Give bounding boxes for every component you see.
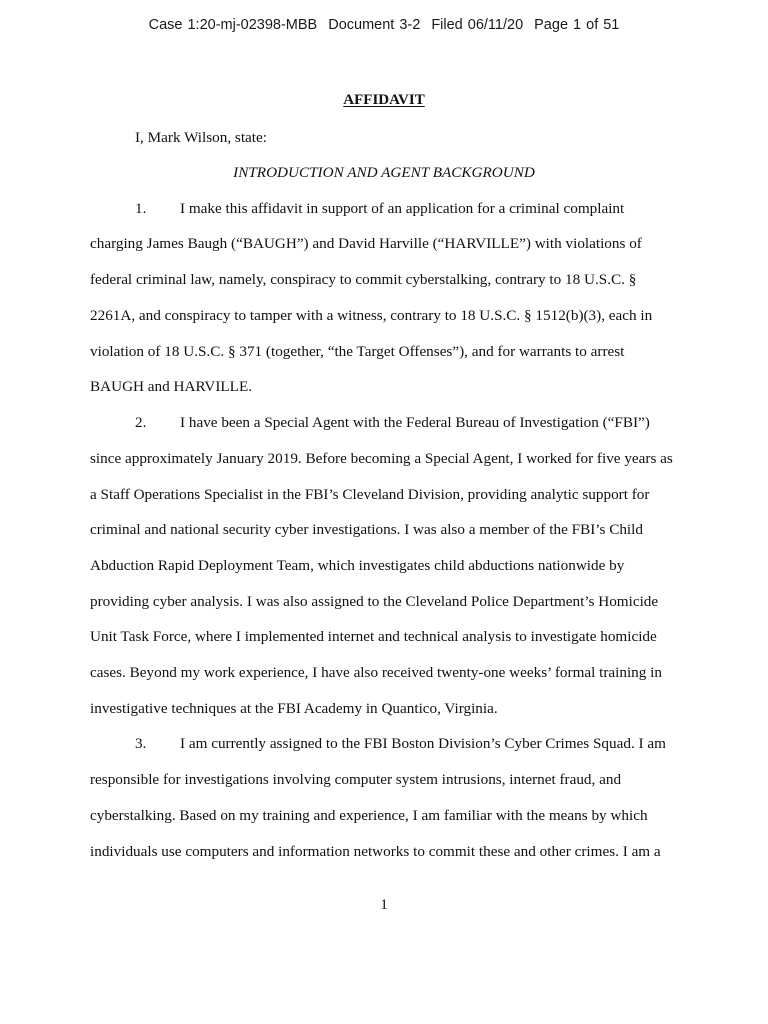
paragraph-line: Abduction Rapid Deployment Team, which investigates child abductions nationwide by (90, 557, 625, 574)
paragraph-line: since approximately January 2019. Before becoming a Special Agent, I worked for five years as (90, 450, 673, 467)
paragraph-line: criminal and national security cyber investigations. I was also a member of the FBI’s Child (90, 521, 643, 538)
paragraph-line: charging James Baugh (“BAUGH”) and David Harville (“HARVILLE”) with violations of (90, 235, 642, 252)
paragraph-line: I am currently assigned to the FBI Boston Division’s Cyber Crimes Squad. I am (180, 735, 666, 752)
paragraph-line: federal criminal law, namely, conspiracy to commit cyberstalking, contrary to 18 U.S.C. § (90, 271, 637, 288)
paragraph-number: 3. (135, 735, 147, 752)
paragraph-line: BAUGH and HARVILLE. (90, 378, 253, 395)
paragraph-line: I have been a Special Agent with the Federal Bureau of Investigation (“FBI”) (180, 414, 650, 431)
page-count: Page 1 of 51 (534, 17, 620, 33)
filing-header (0, 17, 768, 33)
document-number: Document 3-2 (328, 17, 421, 33)
intro-statement: I, Mark Wilson, state: (135, 129, 267, 146)
section-heading: INTRODUCTION AND AGENT BACKGROUND (233, 164, 535, 181)
paragraph-line: violation of 18 U.S.C. § 371 (together, “the Target Offenses”), and for warrants to arrest (90, 343, 625, 360)
paragraph-line: 2261A, and conspiracy to tamper with a witness, contrary to 18 U.S.C. § 1512(b)(3), each in (90, 307, 653, 324)
paragraph-line: I make this affidavit in support of an application for a criminal complaint (180, 200, 625, 217)
page-number: 1 (380, 896, 388, 913)
case-number: Case 1:20-mj-02398-MBB (148, 17, 318, 33)
paragraph-line: Unit Task Force, where I implemented internet and technical analysis to investigate homicide (90, 628, 657, 645)
paragraph-line: cyberstalking. Based on my training and experience, I am familiar with the means by which (90, 807, 648, 824)
paragraph-number: 2. (135, 414, 147, 431)
paragraph-line: responsible for investigations involving computer system intrusions, internet fraud, and (90, 771, 622, 788)
paragraph-line: investigative techniques at the FBI Academy in Quantico, Virginia. (90, 700, 498, 717)
paragraph-line: providing cyber analysis. I was also assigned to the Cleveland Police Department’s Homicide (90, 593, 659, 610)
paragraph-number: 1. (135, 200, 147, 217)
paragraph-line: cases. Beyond my work experience, I have also received twenty-one weeks’ formal training in (90, 664, 662, 681)
paragraph-line: a Staff Operations Specialist in the FBI’s Cleveland Division, providing analytic support for (90, 486, 650, 503)
document-title: AFFIDAVIT (343, 92, 425, 108)
filed-date: Filed 06/11/20 (431, 17, 524, 33)
paragraph-line: individuals use computers and information networks to commit these and other crimes. I am a (90, 843, 661, 860)
